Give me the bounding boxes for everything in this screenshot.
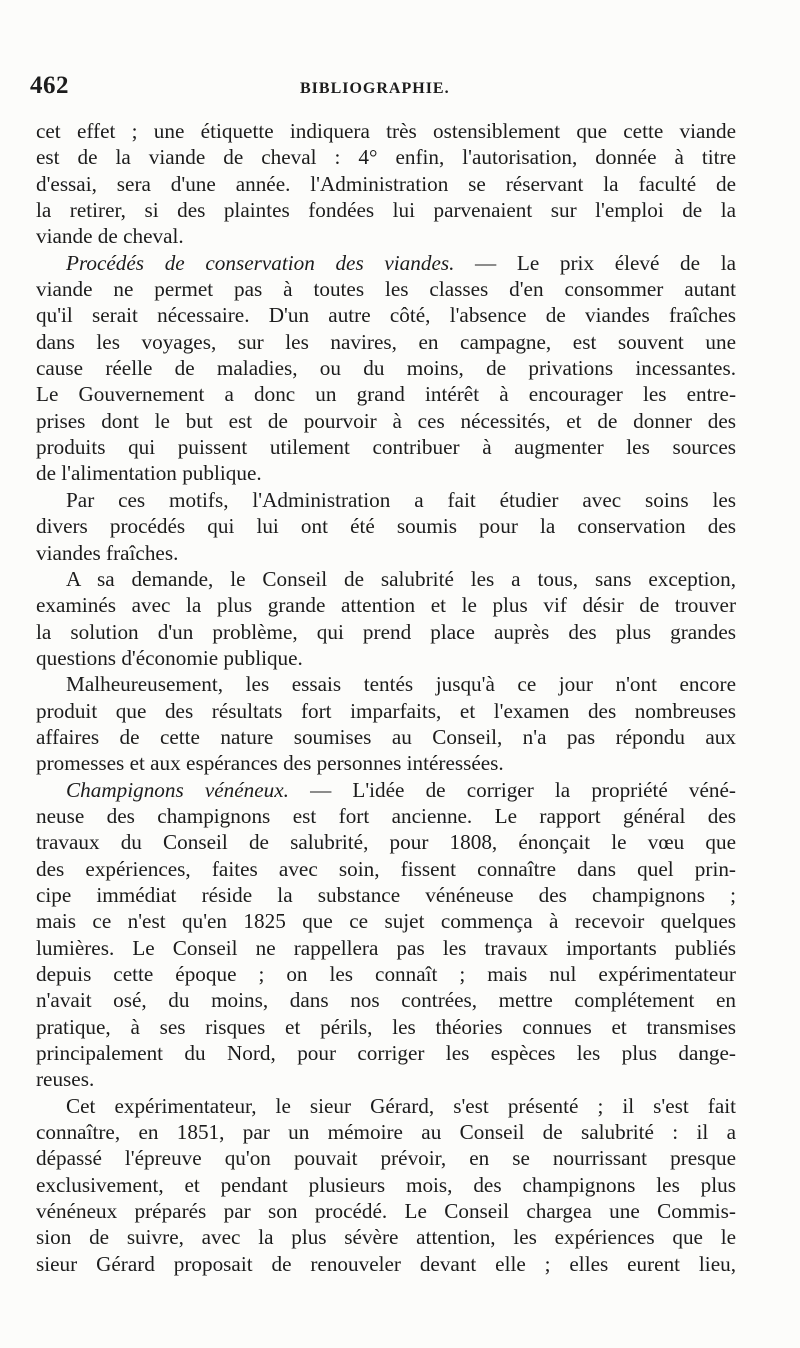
text-line: des expériences, faites avec soin, fissent connaître dans quel prin- <box>36 856 736 881</box>
text-line: produits qui puissent utilement contribuer à augmenter les sources <box>36 435 736 460</box>
text-line: reuses. <box>36 1067 95 1092</box>
text-line: cause réelle de maladies, ou du moins, de privations incessantes. <box>36 356 736 381</box>
text-line: promesses et aux espérances des personnes intéressées. <box>36 751 504 776</box>
page-number: 462 <box>30 72 69 99</box>
text-line: viande de cheval. <box>36 224 184 249</box>
text-line: A sa demande, le Conseil de salubrité les a tous, sans exception, <box>66 566 736 591</box>
text-line: lumières. Le Conseil ne rappellera pas les travaux importants publiés <box>36 935 736 960</box>
text-line: qu'il serait nécessaire. D'un autre côté, l'absence de viandes fraîches <box>36 303 736 328</box>
text-line: dépassé l'épreuve qu'on pouvait prévoir, en se nourrissant presque <box>36 1146 736 1171</box>
page-header <box>30 72 740 104</box>
section-heading-rest: — L'idée de corriger la propriété véné- <box>288 777 736 802</box>
text-line: viandes fraîches. <box>36 540 179 565</box>
section-heading-line <box>36 250 736 276</box>
text-line: travaux du Conseil de salubrité, pour 1808, énonçait le vœu que <box>36 830 736 855</box>
text-line: Malheureusement, les essais tentés jusqu'à ce jour n'ont encore <box>66 672 736 697</box>
text-line: produit que des résultats fort imparfaits, et l'examen des nombreuses <box>36 698 736 723</box>
text-line: pratique, à ses risques et périls, les théories connues et transmises <box>36 1014 736 1039</box>
text-line: Cet expérimentateur, le sieur Gérard, s'est présenté ; il s'est fait <box>66 1093 736 1118</box>
text-line: mais ce n'est qu'en 1825 que ce sujet commença à recevoir quelques <box>36 909 736 934</box>
page-body <box>36 118 736 1277</box>
running-head: BIBLIOGRAPHIE. <box>300 80 450 97</box>
text-line: sieur Gérard proposait de renouveler devant elle ; elles eurent lieu, <box>36 1251 736 1276</box>
text-line: d'essai, sera d'une année. l'Administration se réservant la faculté de <box>36 171 736 196</box>
text-line: prises dont le but est de pourvoir à ces nécessités, et de donner des <box>36 408 736 433</box>
text-line: n'avait osé, du moins, dans nos contrées, mettre complétement en <box>36 988 736 1013</box>
text-line: est de la viande de cheval : 4° enfin, l'autorisation, donnée à titre <box>36 145 736 170</box>
text-line: la solution d'un problème, qui prend place auprès des plus grandes <box>36 619 736 644</box>
text-line: questions d'économie publique. <box>36 645 303 670</box>
text-line: sion de suivre, avec la plus sévère attention, les expériences que le <box>36 1225 736 1250</box>
text-line: neuse des champignons est fort ancienne. Le rapport général des <box>36 803 736 828</box>
text-line: cipe immédiat réside la substance vénéneuse des champignons ; <box>36 882 736 907</box>
text-line: affaires de cette nature soumises au Conseil, n'a pas répondu aux <box>36 724 736 749</box>
text-line: exclusivement, et pendant plusieurs mois, des champignons les plus <box>36 1172 736 1197</box>
section-title-champignons: Champignons vénéneux. <box>66 777 289 802</box>
text-line: connaître, en 1851, par un mémoire au Conseil de salubrité : il a <box>36 1120 736 1145</box>
section-heading-line <box>36 777 736 803</box>
text-line: viande ne permet pas à toutes les classes d'en consommer autant <box>36 277 736 302</box>
text-line: divers procédés qui lui ont été soumis pour la conservation des <box>36 514 736 539</box>
text-line: cet effet ; une étiquette indiquera très ostensiblement que cette viande <box>36 119 736 143</box>
text-line: Le Gouvernement a donc un grand intérêt à encourager les entre- <box>36 382 736 407</box>
text-line: depuis cette époque ; on les connaît ; mais nul expérimentateur <box>36 962 736 986</box>
section-title-conservation: Procédés de conservation des viandes. <box>66 250 455 275</box>
text-line: vénéneux préparés par son procédé. Le Conseil chargea une Commis- <box>36 1199 736 1224</box>
text-line: la retirer, si des plaintes fondées lui parvenaient sur l'emploi de la <box>36 198 736 223</box>
text-line: Par ces motifs, l'Administration a fait étudier avec soins les <box>66 487 736 512</box>
section-heading-rest: — Le prix élevé de la <box>454 250 736 275</box>
text-line: principalement du Nord, pour corriger les espèces les plus dange- <box>36 1041 736 1066</box>
text-line: examinés avec la plus grande attention et le plus vif désir de trouver <box>36 593 736 618</box>
text-line: de l'alimentation publique. <box>36 461 262 486</box>
text-line: dans les voyages, sur les navires, en campagne, est souvent une <box>36 329 736 354</box>
